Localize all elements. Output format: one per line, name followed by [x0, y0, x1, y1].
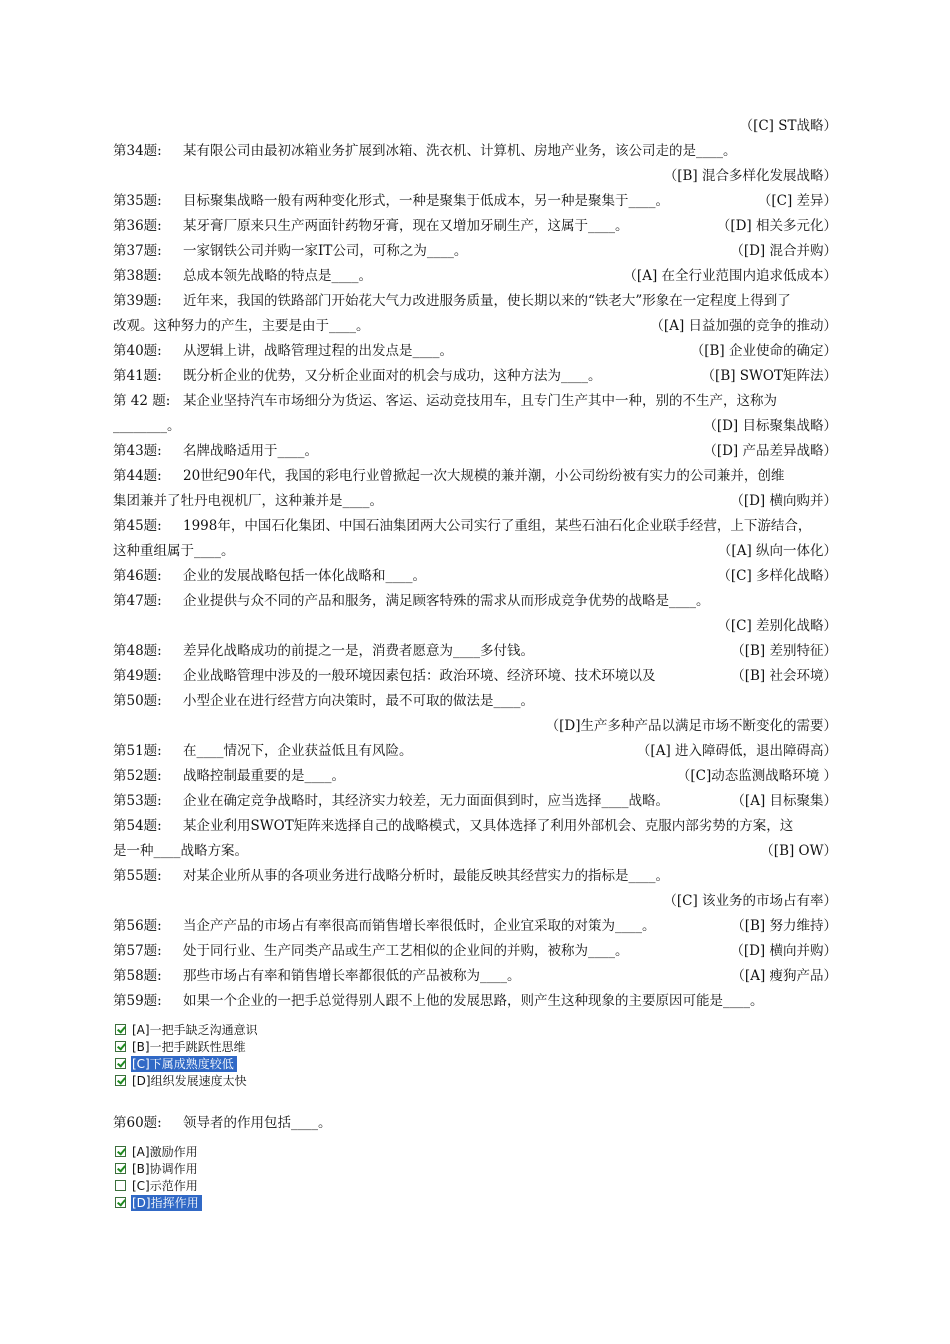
question-line — [113, 214, 837, 239]
answer-line — [113, 714, 837, 739]
answer-text: （[A] 目标聚集） — [731, 793, 837, 809]
answer-line — [113, 614, 837, 639]
question-number: 第60题: — [113, 1115, 162, 1131]
answer-text: （[A] 日益加强的竞争的推动） — [650, 318, 837, 334]
question-number: 第44题: — [113, 468, 162, 484]
question-text: 某企业利用SWOT矩阵来选择自己的战略模式，又具体选择了利用外部机会、克服内部劣势的方案，这 — [183, 818, 794, 834]
option-item[interactable] — [115, 1055, 837, 1072]
option-item[interactable] — [115, 1072, 837, 1089]
q60-options — [115, 1143, 837, 1211]
option-label: [D]指挥作用 — [131, 1195, 202, 1211]
question-line — [113, 564, 837, 589]
question-text: 对某企业所从事的各项业务进行战略分析时，最能反映其经营实力的指标是____。 — [183, 868, 669, 884]
checkbox-checked-icon[interactable] — [115, 1024, 126, 1035]
question-number: 第56题: — [113, 918, 162, 934]
question-text: 那些市场占有率和销售增长率都很低的产品被称为____。 — [183, 968, 521, 984]
question-line — [113, 239, 837, 264]
document-page — [113, 114, 837, 1211]
question-number: 第51题: — [113, 743, 162, 759]
question-line — [113, 914, 837, 939]
question-text: 近年来，我国的铁路部门开始花大气力改进服务质量，使长期以来的“铁老大”形象在一定程度上得到了 — [183, 293, 791, 309]
checkbox-checked-icon[interactable] — [115, 1075, 126, 1086]
question-text: 改观。这种努力的产生，主要是由于____。 — [113, 318, 370, 334]
answer-text: （[C] ST战略） — [739, 118, 837, 134]
question-continuation — [113, 839, 837, 864]
question-line — [113, 339, 837, 364]
option-item[interactable] — [115, 1038, 837, 1055]
question-line — [113, 189, 837, 214]
question-text: 战略控制最重要的是____。 — [183, 768, 345, 784]
option-label: [C]下属成熟度较低 — [131, 1056, 237, 1072]
question-line — [113, 764, 837, 789]
question-text: 这种重组属于____。 — [113, 543, 235, 559]
question-text: 20世纪90年代，我国的彩电行业曾掀起一次大规模的兼并潮，小公司纷纷被有实力的公司兼并，创维 — [183, 468, 785, 484]
question-text: 某牙膏厂原来只生产两面针药物牙膏，现在又增加牙刷生产，这属于____。 — [183, 218, 629, 234]
question-number: 第36题: — [113, 218, 162, 234]
question-text: 领导者的作用包括____。 — [183, 1115, 332, 1131]
question-text: 某有限公司由最初冰箱业务扩展到冰箱、洗衣机、计算机、房地产业务，该公司走的是____。 — [183, 143, 737, 159]
answer-text: （[A] 纵向一体化） — [717, 543, 837, 559]
question-text: 从逻辑上讲，战略管理过程的出发点是____。 — [183, 343, 453, 359]
question-number: 第48题: — [113, 643, 162, 659]
question-line — [113, 514, 837, 539]
checkbox-checked-icon[interactable] — [115, 1041, 126, 1052]
question-line — [113, 939, 837, 964]
answer-text: （[D] 产品差异战略） — [703, 443, 837, 459]
option-item[interactable] — [115, 1143, 837, 1160]
question-continuation — [113, 539, 837, 564]
answer-text: （[A] 在全行业范围内追求低成本） — [623, 268, 837, 284]
question-text: 差异化战略成功的前提之一是，消费者愿意为____多付钱。 — [183, 643, 534, 659]
question-continuation — [113, 414, 837, 439]
question-number: 第37题: — [113, 243, 162, 259]
question-line — [113, 589, 837, 614]
question-number: 第35题: — [113, 193, 162, 209]
question-number: 第 42 题: — [113, 393, 171, 409]
answer-text: （[B] 企业使命的确定） — [690, 343, 837, 359]
question-text: 当企产产品的市场占有率很高而销售增长率很低时，企业宜采取的对策为____。 — [183, 918, 656, 934]
question-text: 目标聚集战略一般有两种变化形式，一种是聚集于低成本，另一种是聚集于____。 — [183, 193, 669, 209]
question-number: 第39题: — [113, 293, 162, 309]
answer-text: （[B] OW） — [760, 843, 837, 859]
question-text: 一家钢铁公司并购一家IT公司，可称之为____。 — [183, 243, 468, 259]
question-line — [113, 664, 837, 689]
question-number: 第43题: — [113, 443, 162, 459]
question-number: 第59题: — [113, 993, 162, 1009]
answer-text: （[A] 进入障碍低，退出障碍高） — [636, 743, 837, 759]
question-line — [113, 389, 837, 414]
question-number: 第54题: — [113, 818, 162, 834]
question-line — [113, 139, 837, 164]
question-continuation — [113, 314, 837, 339]
answer-text: （[C] 该业务的市场占有率） — [663, 893, 837, 909]
question-number: 第41题: — [113, 368, 162, 384]
question-number: 第58题: — [113, 968, 162, 984]
question-number: 第49题: — [113, 668, 162, 684]
question-list — [113, 114, 837, 1014]
question-text: 企业的发展战略包括一体化战略和____。 — [183, 568, 426, 584]
question-line — [113, 814, 837, 839]
question-number: 第50题: — [113, 693, 162, 709]
option-label: [B]一把手跳跃性思维 — [132, 1039, 246, 1054]
question-text: 处于同行业、生产同类产品或生产工艺相似的企业间的并购，被称为____。 — [183, 943, 629, 959]
question-line — [113, 964, 837, 989]
answer-text: （[D] 目标聚集战略） — [703, 418, 837, 434]
option-label: [C]示范作用 — [132, 1178, 198, 1193]
question-text: 某企业坚持汽车市场细分为货运、客运、运动竞技用车，且专门生产其中一种，别的不生产，这称为 — [183, 393, 777, 409]
question-line — [113, 464, 837, 489]
question-continuation — [113, 489, 837, 514]
answer-text: （[A] 瘦狗产品） — [731, 968, 837, 984]
question-text: 企业提供与众不同的产品和服务，满足顾客特殊的需求从而形成竞争优势的战略是____。 — [183, 593, 710, 609]
question-q60 — [113, 1111, 837, 1136]
option-item[interactable] — [115, 1177, 837, 1194]
checkbox-checked-icon[interactable] — [115, 1163, 126, 1174]
question-line — [113, 439, 837, 464]
answer-text: （[D]生产多种产品以满足市场不断变化的需要） — [545, 718, 837, 734]
answer-line — [113, 114, 837, 139]
answer-text: （[C] 多样化战略） — [717, 568, 837, 584]
answer-text: （[D] 相关多元化） — [716, 218, 837, 234]
answer-text: （[D] 横向并购） — [730, 943, 837, 959]
question-line — [113, 864, 837, 889]
question-number: 第40题: — [113, 343, 162, 359]
answer-text: （[B] 差别特征） — [731, 643, 837, 659]
question-number: 第47题: — [113, 593, 162, 609]
question-number: 第55题: — [113, 868, 162, 884]
question-number: 第46题: — [113, 568, 162, 584]
q59-options — [115, 1021, 837, 1089]
question-number: 第34题: — [113, 143, 162, 159]
option-label: [A]激励作用 — [132, 1144, 198, 1159]
checkbox-checked-icon[interactable] — [115, 1058, 126, 1069]
answer-text: （[B] SWOT矩阵法） — [701, 368, 837, 384]
question-line — [113, 689, 837, 714]
option-item[interactable] — [115, 1160, 837, 1177]
question-number: 第52题: — [113, 768, 162, 784]
answer-text: （[C] 差别化战略） — [717, 618, 837, 634]
checkbox-unchecked-icon[interactable] — [115, 1180, 126, 1191]
question-text: 小型企业在进行经营方向决策时，最不可取的做法是____。 — [183, 693, 534, 709]
answer-text: （[D] 混合并购） — [730, 243, 837, 259]
question-line — [113, 639, 837, 664]
checkbox-checked-icon[interactable] — [115, 1146, 126, 1157]
answer-text: （[B] 混合多样化发展战略） — [663, 168, 837, 184]
question-line — [113, 789, 837, 814]
question-number: 第38题: — [113, 268, 162, 284]
question-text: 是一种____战略方案。 — [113, 843, 248, 859]
question-line — [113, 364, 837, 389]
option-label: [D]组织发展速度太快 — [132, 1073, 247, 1088]
question-line — [113, 739, 837, 764]
question-text: 名牌战略适用于____。 — [183, 443, 318, 459]
question-line — [113, 989, 837, 1014]
question-text: 既分析企业的优势，又分析企业面对的机会与成功，这种方法为____。 — [183, 368, 602, 384]
question-text: 集团兼并了牡丹电视机厂，这种兼并是____。 — [113, 493, 383, 509]
checkbox-checked-icon[interactable] — [115, 1197, 126, 1208]
question-text: 在____情况下，企业获益低且有风险。 — [183, 743, 413, 759]
question-line — [113, 289, 837, 314]
question-text: 企业战略管理中涉及的一般环境因素包括：政治环境、经济环境、技术环境以及 — [183, 668, 656, 684]
question-text: 企业在确定竞争战略时，其经济实力较差，无力面面俱到时，应当选择____战略。 — [183, 793, 669, 809]
answer-line — [113, 164, 837, 189]
question-text: 1998年，中国石化集团、中国石油集团两大公司实行了重组，某些石油石化企业联手经营，上下游结合， — [183, 518, 812, 534]
option-item[interactable] — [115, 1194, 837, 1211]
option-label: [B]协调作用 — [132, 1161, 198, 1176]
question-number: 第57题: — [113, 943, 162, 959]
question-text: 如果一个企业的一把手总觉得别人跟不上他的发展思路，则产生这种现象的主要原因可能是____。 — [183, 993, 764, 1009]
answer-text: （[B] 社会环境） — [731, 668, 837, 684]
answer-text: （[D] 横向购并） — [730, 493, 837, 509]
answer-text: （[B] 努力维持） — [731, 918, 837, 934]
question-text: ________。 — [113, 418, 181, 434]
answer-text: （[C]动态监测战略环境 ） — [676, 768, 837, 784]
answer-text: （[C] 差异） — [757, 193, 837, 209]
option-label: [A]一把手缺乏沟通意识 — [132, 1022, 258, 1037]
option-item[interactable] — [115, 1021, 837, 1038]
question-line — [113, 264, 837, 289]
question-text: 总成本领先战略的特点是____。 — [183, 268, 372, 284]
question-number: 第53题: — [113, 793, 162, 809]
question-number: 第45题: — [113, 518, 162, 534]
answer-line — [113, 889, 837, 914]
